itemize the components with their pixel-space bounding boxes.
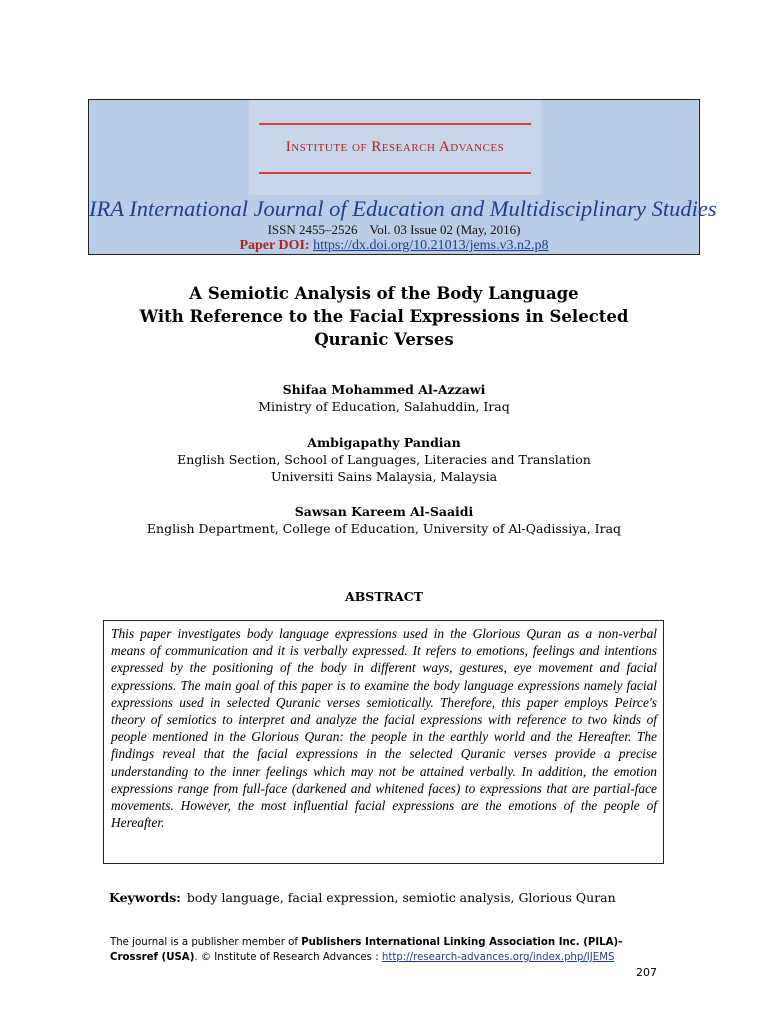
author-2 — [0, 434, 768, 485]
author-1 — [0, 381, 768, 415]
title-line: A Semiotic Analysis of the Body Language — [189, 284, 579, 303]
author-name: Shifaa Mohammed Al-Azzawi — [282, 382, 486, 397]
doi-label: Paper DOI: — [239, 238, 310, 253]
issn-line — [89, 222, 699, 238]
author-affiliation: Universiti Sains Malaysia, Malaysia — [270, 469, 498, 484]
banner-rule-top — [259, 123, 531, 125]
doi-link[interactable]: https://dx.doi.org/10.21013/jems.v3.n2.p8 — [313, 238, 549, 253]
abstract-text: This paper investigates body language expressions used in the Glorious Quran as a non-verbal means of communication and it is verbally expressed. It refers to emotions, feelings and intentions expressed by the positioning of the body in different ways, gestures, eye movement and facial expressions. The main goal of this paper is to examine the body language expressions namely facial expressions used in selected Quranic verses semiotically. Therefore, this paper employs Peirce's theory of semiotics to interpret and analyze the facial expressions with reference to two kinds of people mentioned in the Glorious Quran: the people in the earthly world and the Hereafter. The findings reveal that the facial expressions in the selected Quranic verses provide a precise understanding to the inner feelings which may not be attained verbally. In addition, the emotion expressions range from full-face (darkened and whitened faces) to expressions that are partial-face movements. However, the most influential facial expressions are the emotions of the people of Hereafter. — [111, 626, 657, 831]
journal-header — [88, 99, 717, 255]
paper-title — [0, 282, 768, 351]
footer-org: Publishers International Linking Association Inc. (PILA)-Crossref (USA) — [110, 937, 623, 963]
doi-line — [89, 238, 699, 254]
author-affiliation: Ministry of Education, Salahuddin, Iraq — [258, 399, 510, 414]
volume-issue: Vol. 03 Issue 02 (May, 2016) — [369, 222, 521, 237]
journal-title: IRA International Journal of Education and Multidisciplinary Studies — [89, 196, 717, 221]
page-number: 207 — [636, 966, 657, 979]
author-name: Ambigapathy Pandian — [307, 435, 461, 450]
keywords-text: body language, facial expression, semiotic analysis, Glorious Quran — [186, 890, 616, 905]
author-name: Sawsan Kareem Al-Saaidi — [294, 504, 474, 519]
footer-link[interactable]: http://research-advances.org/index.php/IJEMS — [381, 952, 615, 963]
institute-name: Institute of Research Advances — [285, 139, 505, 155]
author-affiliation: English Department, College of Education, University of Al-Qadissiya, Iraq — [146, 521, 622, 536]
banner-rule-bottom — [259, 172, 531, 174]
title-line: With Reference to the Facial Expressions in Selected — [139, 307, 629, 326]
institute-banner — [249, 100, 541, 195]
author-affiliation: English Section, School of Languages, Literacies and Translation — [177, 452, 591, 467]
footer-note — [110, 935, 656, 965]
footer-pre: The journal is a publisher member of — [110, 937, 302, 948]
abstract-box — [103, 620, 664, 864]
author-3 — [0, 503, 768, 537]
title-line: Quranic Verses — [314, 330, 454, 349]
abstract-heading: ABSTRACT — [345, 589, 423, 604]
keywords — [109, 890, 616, 905]
issn: ISSN 2455–2526 — [267, 222, 358, 237]
keywords-label: Keywords: — [109, 890, 181, 905]
footer-mid: . © Institute of Research Advances : — [194, 952, 382, 963]
